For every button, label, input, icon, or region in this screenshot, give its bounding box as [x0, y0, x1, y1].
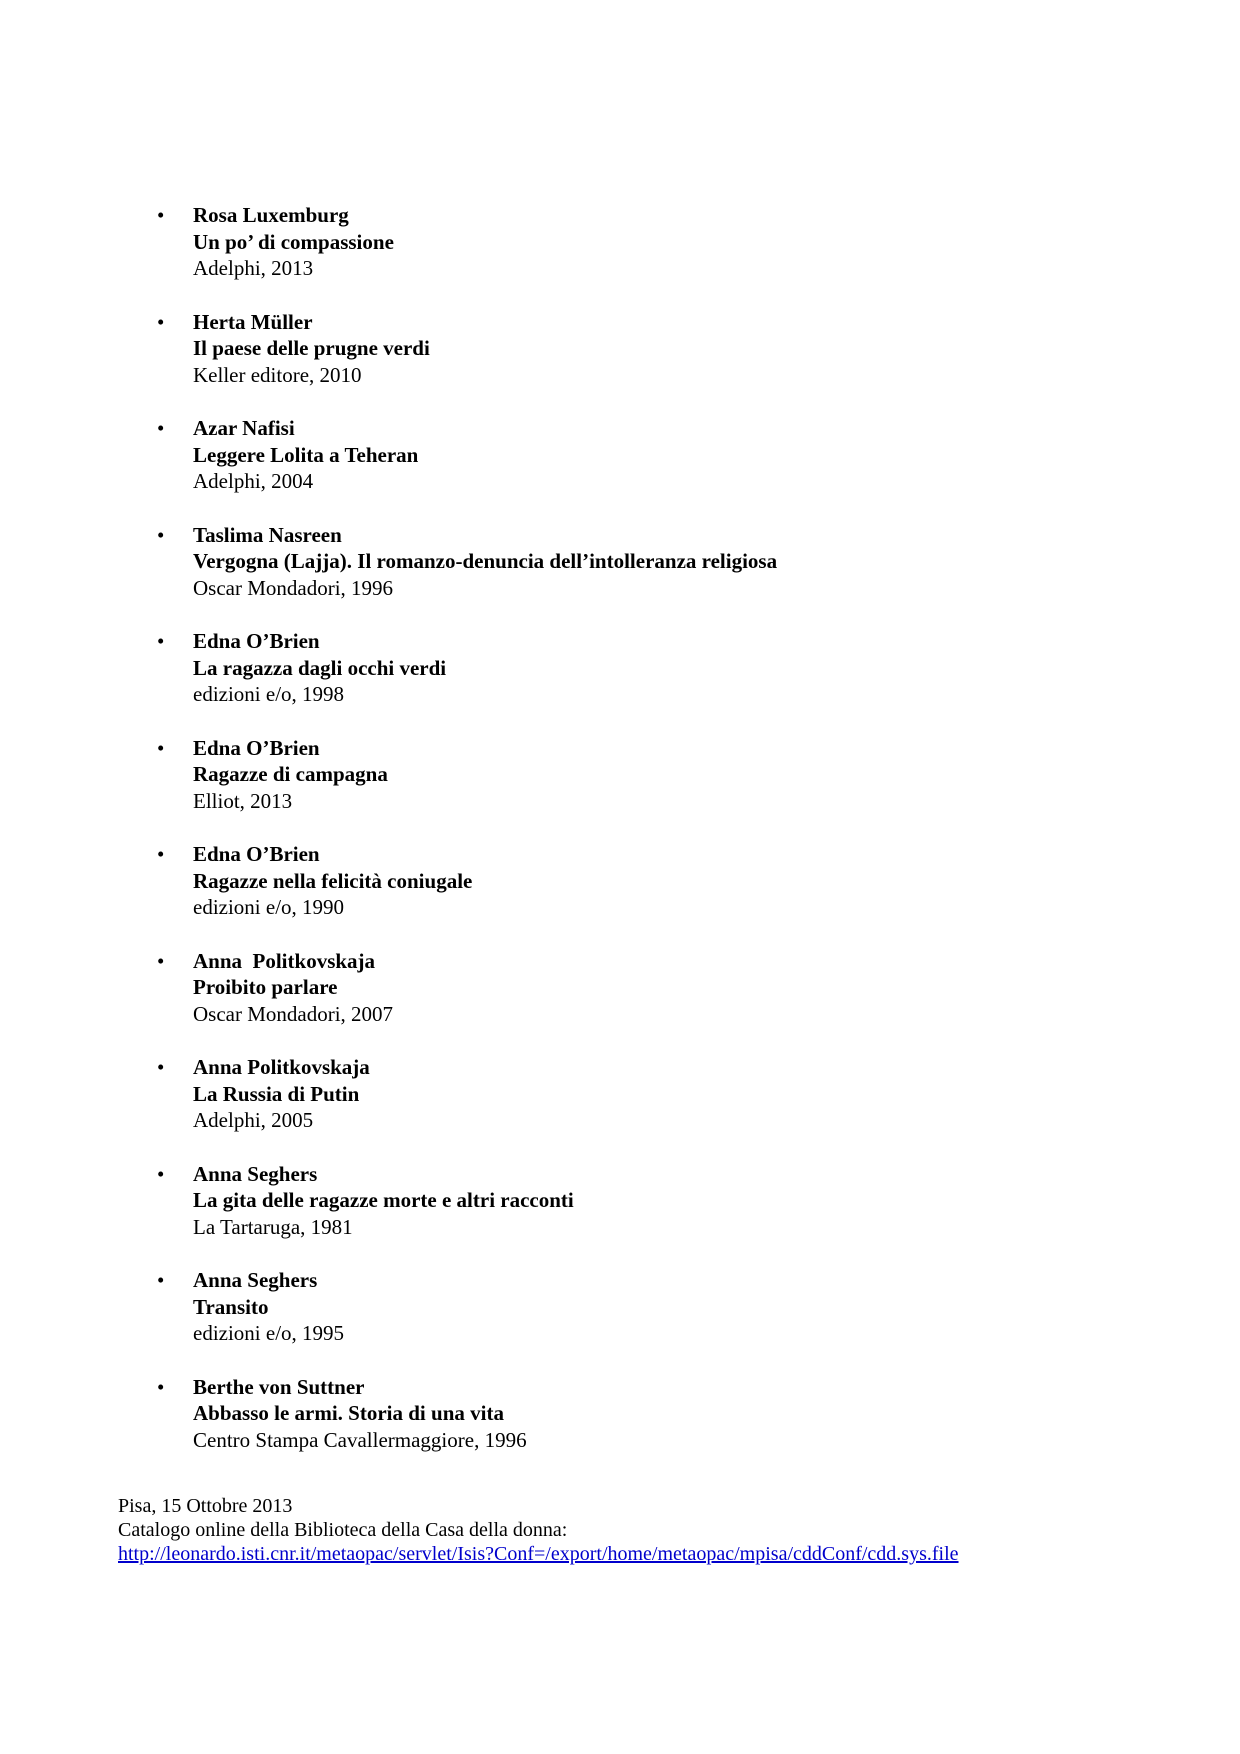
book-publisher: Adelphi, 2005 — [193, 1108, 314, 1132]
bullet-icon: • — [157, 203, 165, 227]
book-author: Taslima Nasreen — [193, 522, 342, 547]
list-item — [155, 522, 1155, 602]
book-author: Anna Politkovskaja — [193, 1055, 370, 1079]
list-item — [155, 735, 1155, 815]
list-item — [155, 415, 1155, 495]
book-publisher: Oscar Mondadori, 2007 — [193, 1001, 394, 1026]
list-item — [155, 841, 1155, 921]
list-item — [155, 1374, 1155, 1454]
catalog-link[interactable]: http://leonardo.isti.cnr.it/metaopac/servlet/Isis?Conf=/export/home/metaopac/mpisa/cddConf/cdd.sys.file — [118, 1543, 959, 1565]
list-item — [155, 202, 1155, 282]
book-title: Vergogna (Lajja). Il romanzo-denuncia dell’intolleranza religiosa — [193, 549, 778, 573]
footer-date: Pisa, 15 Ottobre 2013 — [118, 1495, 293, 1517]
bullet-icon: • — [157, 629, 165, 653]
bullet-icon: • — [157, 1374, 165, 1399]
book-publisher: Elliot, 2013 — [193, 788, 293, 813]
book-publisher: edizioni e/o, 1998 — [193, 682, 345, 706]
book-title: Un po’ di compassione — [193, 229, 394, 254]
book-publisher: edizioni e/o, 1995 — [193, 1321, 345, 1345]
book-title: Transito — [193, 1294, 269, 1319]
bullet-icon: • — [157, 1161, 165, 1186]
document-footer — [118, 1494, 959, 1566]
book-publisher: Centro Stampa Cavallermaggiore, 1996 — [193, 1427, 527, 1452]
bullet-icon: • — [157, 948, 165, 973]
bullet-icon: • — [157, 309, 165, 334]
book-title: La Russia di Putin — [193, 1081, 360, 1106]
list-item — [155, 309, 1155, 389]
bullet-icon: • — [157, 735, 165, 760]
bullet-icon: • — [157, 416, 165, 440]
bullet-icon: • — [157, 842, 165, 866]
book-title: La ragazza dagli occhi verdi — [193, 655, 447, 680]
book-title: Abbasso le armi. Storia di una vita — [193, 1401, 504, 1425]
list-item — [155, 1161, 1155, 1241]
book-author: Edna O’Brien — [193, 735, 320, 760]
book-publisher: Adelphi, 2004 — [193, 469, 314, 493]
list-item — [155, 1267, 1155, 1347]
book-title: Ragazze nella felicità coniugale — [193, 868, 473, 893]
bullet-icon: • — [157, 522, 165, 547]
footer-catalog-label: Catalogo online della Biblioteca della Casa della donna: — [118, 1519, 568, 1541]
book-author: Herta Müller — [193, 309, 313, 334]
book-author: Azar Nafisi — [193, 416, 295, 440]
book-list — [155, 202, 1155, 1480]
book-publisher: Adelphi, 2013 — [193, 256, 314, 280]
book-title: Proibito parlare — [193, 975, 338, 999]
book-author: Edna O’Brien — [193, 629, 320, 653]
book-author: Anna Seghers — [193, 1161, 318, 1186]
book-publisher: edizioni e/o, 1990 — [193, 895, 345, 919]
book-title: Ragazze di campagna — [193, 762, 388, 786]
book-author: Edna O’Brien — [193, 842, 320, 866]
book-publisher: Oscar Mondadori, 1996 — [193, 575, 394, 600]
list-item — [155, 1054, 1155, 1134]
book-author: Rosa Luxemburg — [193, 203, 349, 227]
bullet-icon: • — [157, 1055, 165, 1079]
list-item — [155, 628, 1155, 708]
book-title: Il paese delle prugne verdi — [193, 336, 430, 360]
book-author: Berthe von Suttner — [193, 1374, 365, 1399]
book-author: Anna Politkovskaja — [193, 948, 376, 973]
book-publisher: La Tartaruga, 1981 — [193, 1214, 353, 1239]
book-publisher: Keller editore, 2010 — [193, 362, 362, 387]
book-author: Anna Seghers — [193, 1268, 318, 1292]
list-item — [155, 948, 1155, 1028]
bullet-icon: • — [157, 1268, 165, 1292]
book-title: Leggere Lolita a Teheran — [193, 442, 419, 467]
book-title: La gita delle ragazze morte e altri racconti — [193, 1188, 574, 1212]
